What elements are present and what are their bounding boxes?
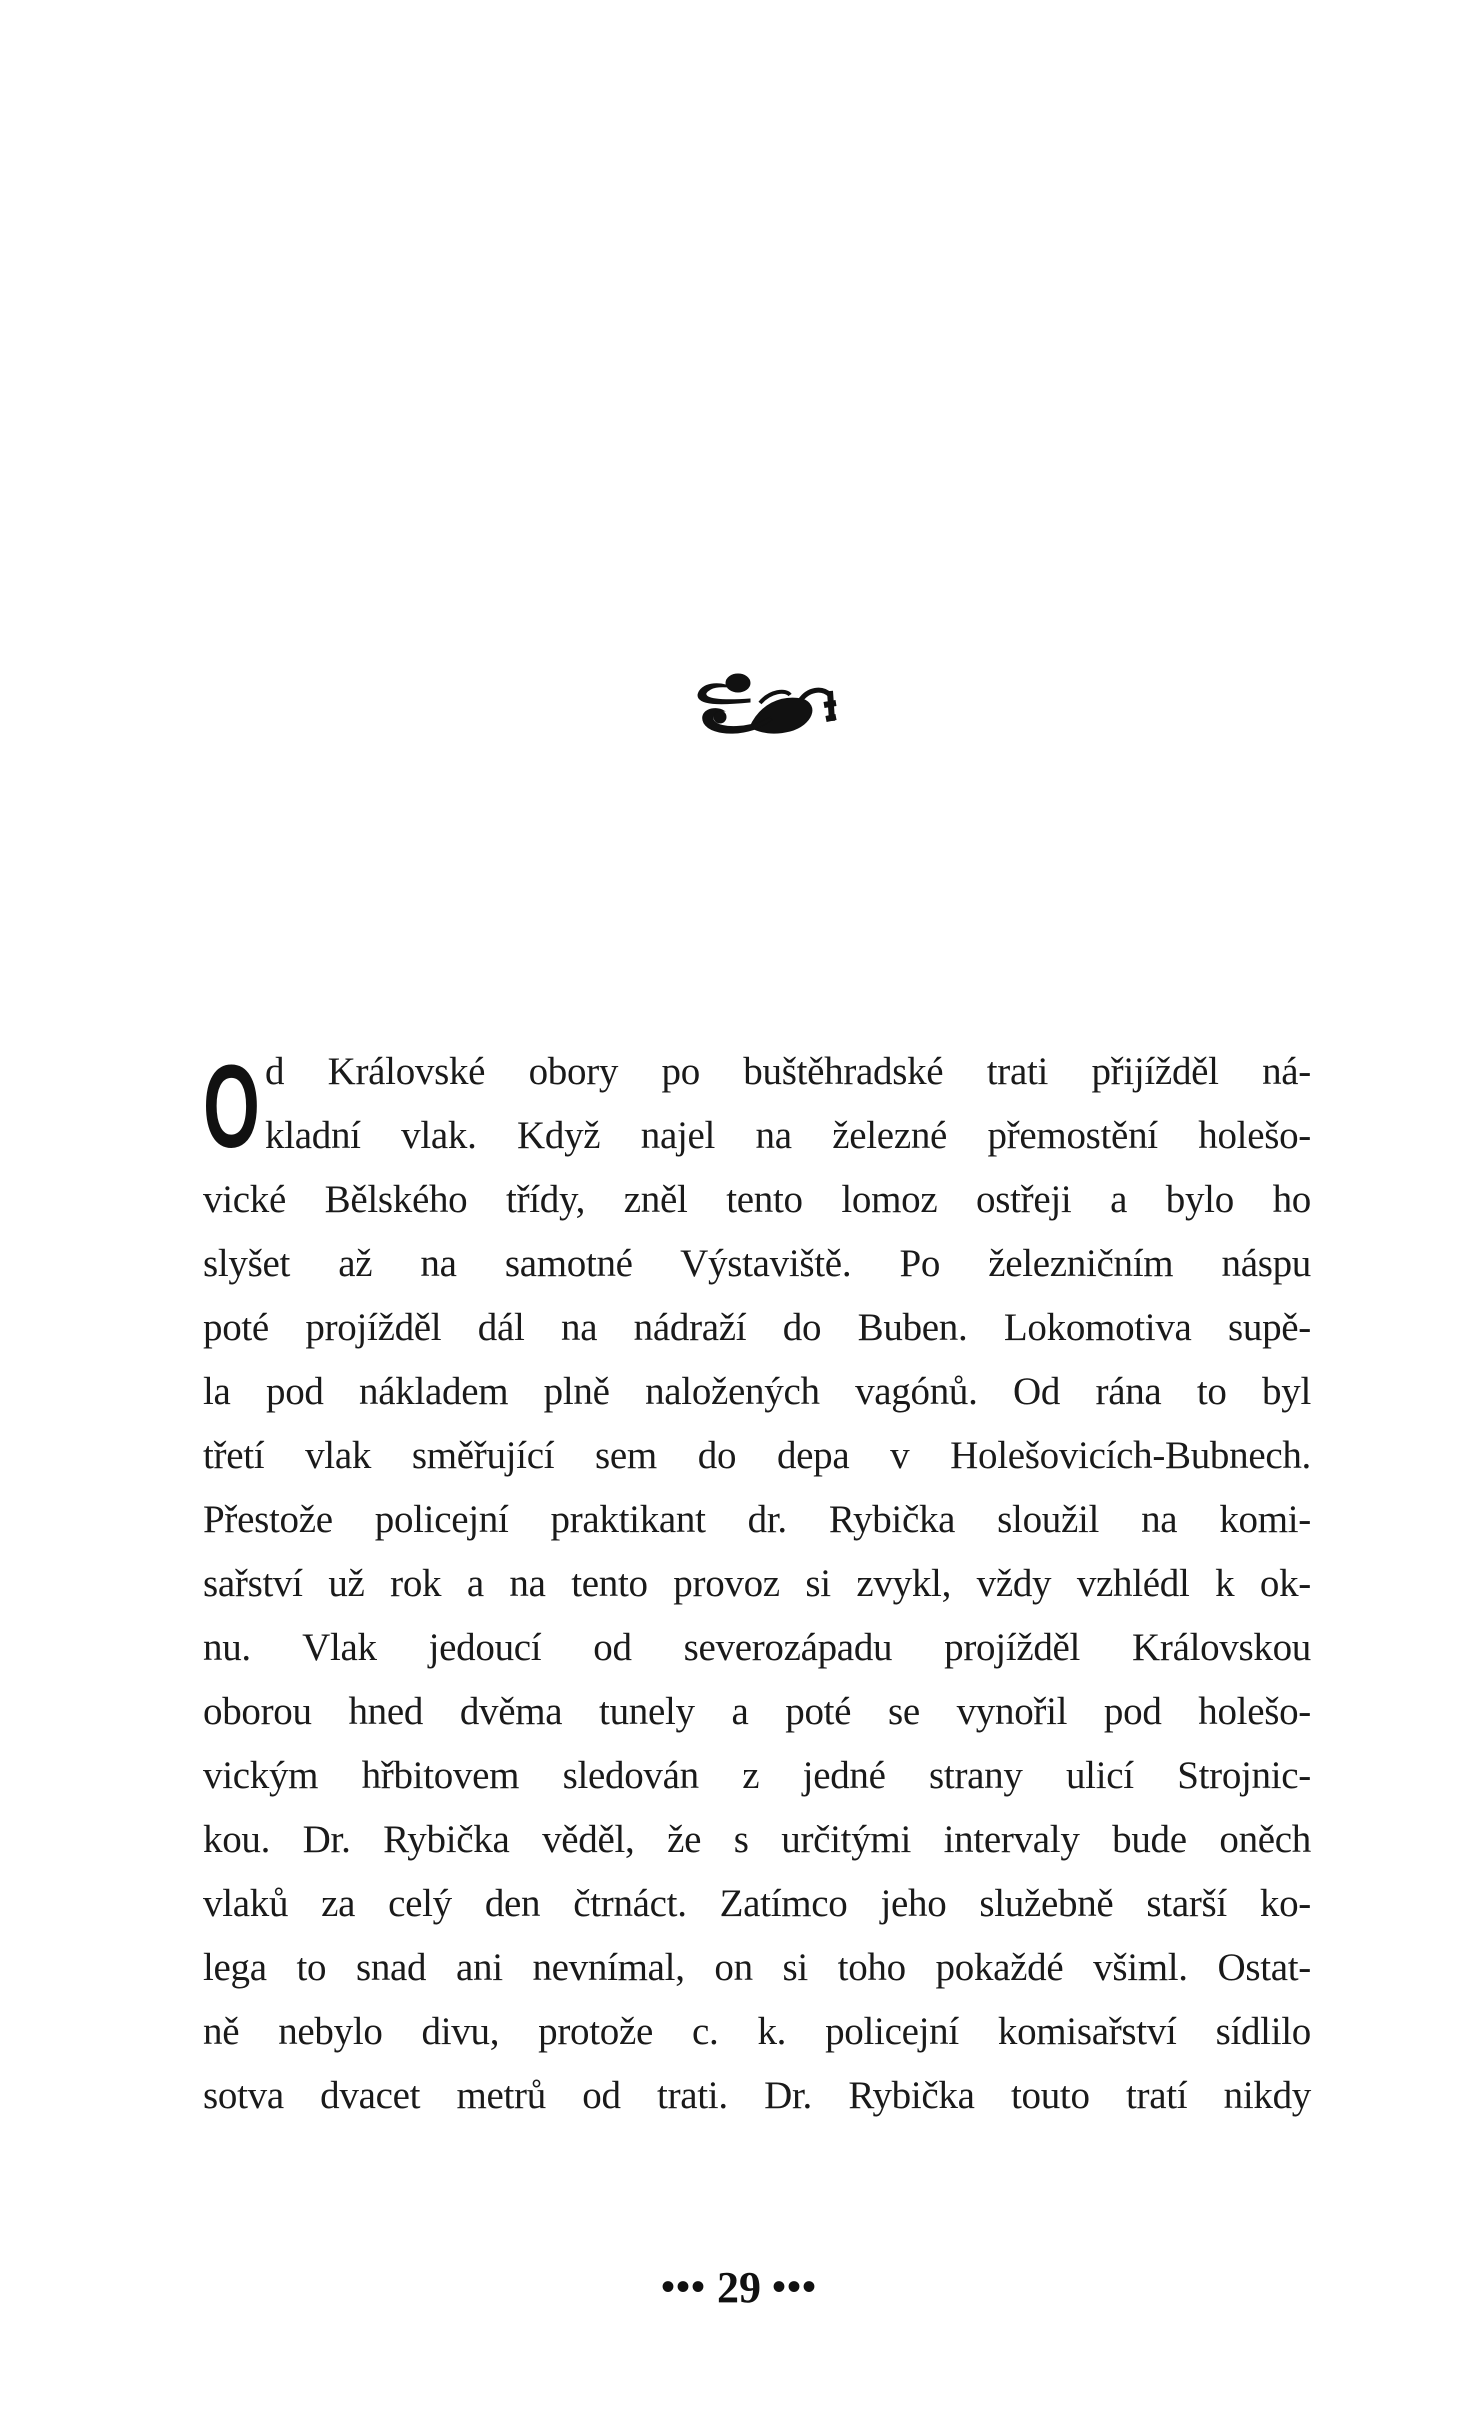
text-line: kladní vlak. Když najel na železné přemostění holešo- bbox=[265, 1114, 1311, 1157]
text-line: vickým hřbitovem sledován z jedné strany ulicí Strojnic- bbox=[203, 1754, 1311, 1797]
text-line: ně nebylo divu, protože c. k. policejní komisařství sídlilo bbox=[203, 2010, 1311, 2053]
page-number bbox=[0, 2262, 1478, 2313]
text-line: třetí vlak směřující sem do depa v Holešovicích-Bubnech. bbox=[203, 1434, 1311, 1477]
text-line: la pod nákladem plně naložených vagónů. Od rána to byl bbox=[203, 1370, 1311, 1413]
floral-ornament-icon bbox=[690, 665, 850, 745]
page-number-dots-left: ••• bbox=[660, 2264, 706, 2309]
text-line: vické Bělského třídy, zněl tento lomoz ostřeji a bylo ho bbox=[203, 1178, 1311, 1221]
text-line: sařství už rok a na tento provoz si zvykl, vždy vzhlédl k ok- bbox=[203, 1562, 1311, 1605]
text-line: kou. Dr. Rybička věděl, že s určitými intervaly bude oněch bbox=[203, 1818, 1311, 1861]
text-line: slyšet až na samotné Výstaviště. Po železničním náspu bbox=[203, 1242, 1311, 1285]
page-number-value: 29 bbox=[717, 2263, 761, 2312]
text-line: d Královské obory po buštěhradské trati přijížděl ná- bbox=[265, 1050, 1311, 1093]
body-text bbox=[203, 1040, 1311, 2128]
drop-cap: O bbox=[203, 1041, 260, 1173]
text-line: lega to snad ani nevnímal, on si toho pokaždé všiml. Ostat- bbox=[203, 1946, 1311, 1989]
text-line: poté projížděl dál na nádraží do Buben. Lokomotiva supě- bbox=[203, 1306, 1311, 1349]
text-line: Přestože policejní praktikant dr. Rybička sloužil na komi- bbox=[203, 1498, 1311, 1541]
text-line: sotva dvacet metrů od trati. Dr. Rybička touto tratí nikdy bbox=[203, 2074, 1311, 2117]
page-number-dots-right: ••• bbox=[772, 2264, 818, 2309]
text-line: nu. Vlak jedoucí od severozápadu projížděl Královskou bbox=[203, 1626, 1311, 1669]
text-line: vlaků za celý den čtrnáct. Zatímco jeho služebně starší ko- bbox=[203, 1882, 1311, 1925]
text-line: oborou hned dvěma tunely a poté se vynořil pod holešo- bbox=[203, 1690, 1311, 1733]
